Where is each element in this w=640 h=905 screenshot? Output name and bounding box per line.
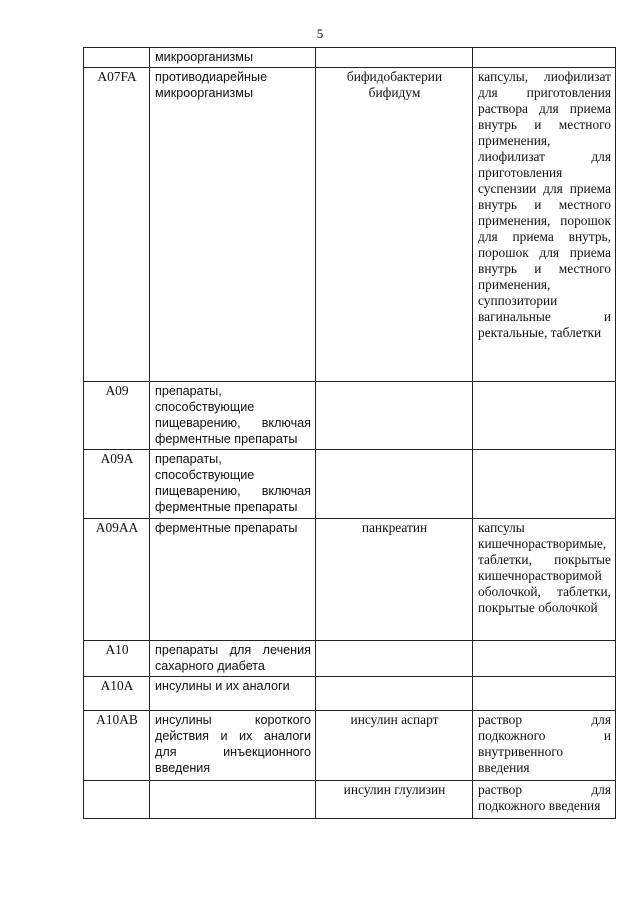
group-name-cell: препараты для лечения сахарного диабета [150, 641, 316, 677]
group-name-cell: препараты, способствующие пищеварению, включая ферментные препараты [150, 450, 316, 519]
inn-cell: бифидобактерии бифидум [316, 68, 473, 382]
table-row [84, 519, 616, 641]
inn-cell [316, 48, 473, 68]
table-row [84, 677, 616, 711]
group-name-cell: препараты, способствующие пищеварению, включая ферментные препараты [150, 382, 316, 450]
atc-code-cell: A07FA [84, 68, 150, 382]
inn-cell [316, 382, 473, 450]
table-row [84, 641, 616, 677]
atc-code-cell: A09AA [84, 519, 150, 641]
dosage-form-cell [473, 382, 616, 450]
atc-code-cell: A09A [84, 450, 150, 519]
table-row [84, 68, 616, 382]
group-name-cell [150, 781, 316, 819]
dosage-form-cell: раствор для подкожного и внутривенного введения [473, 711, 616, 781]
dosage-form-cell [473, 450, 616, 519]
table-row [84, 382, 616, 450]
atc-code-cell: A10AB [84, 711, 150, 781]
dosage-form-cell: капсулы кишечнорастворимые, таблетки, покрытые кишечнорастворимой оболочкой, таблетки, покрытые оболочкой [473, 519, 616, 641]
group-name-cell: ферментные препараты [150, 519, 316, 641]
dosage-form-cell: капсулы, лиофилизат для приготовления раствора для приема внутрь и местного применения, лиофилизат для приготовления суспензии для приема внутрь и местного применения, порошок для приема внутрь, порошок для приема внутрь и местного применения, суппозитории вагинальные и ректальные, таблетки [473, 68, 616, 382]
table-row [84, 450, 616, 519]
dosage-form-cell [473, 48, 616, 68]
atc-code-cell: A10A [84, 677, 150, 711]
atc-code-cell [84, 781, 150, 819]
atc-code-cell: A10 [84, 641, 150, 677]
table-row [84, 781, 616, 819]
group-name-cell: инсулины короткого действия и их аналоги для инъекционного введения [150, 711, 316, 781]
table-row [84, 48, 616, 68]
inn-cell: панкреатин [316, 519, 473, 641]
dosage-form-cell [473, 677, 616, 711]
atc-code-cell [84, 48, 150, 68]
inn-cell [316, 641, 473, 677]
dosage-form-cell [473, 641, 616, 677]
group-name-cell: инсулины и их аналоги [150, 677, 316, 711]
atc-code-cell: A09 [84, 382, 150, 450]
inn-cell [316, 677, 473, 711]
group-name-cell: противодиарейные микроорганизмы [150, 68, 316, 382]
dosage-form-cell: раствор для подкожного введения [473, 781, 616, 819]
page-number: 5 [316, 26, 324, 41]
inn-cell [316, 450, 473, 519]
medication-table [83, 47, 616, 819]
inn-cell: инсулин глулизин [316, 781, 473, 819]
table-row [84, 711, 616, 781]
inn-cell: инсулин аспарт [316, 711, 473, 781]
group-name-cell: микроорганизмы [150, 48, 316, 68]
